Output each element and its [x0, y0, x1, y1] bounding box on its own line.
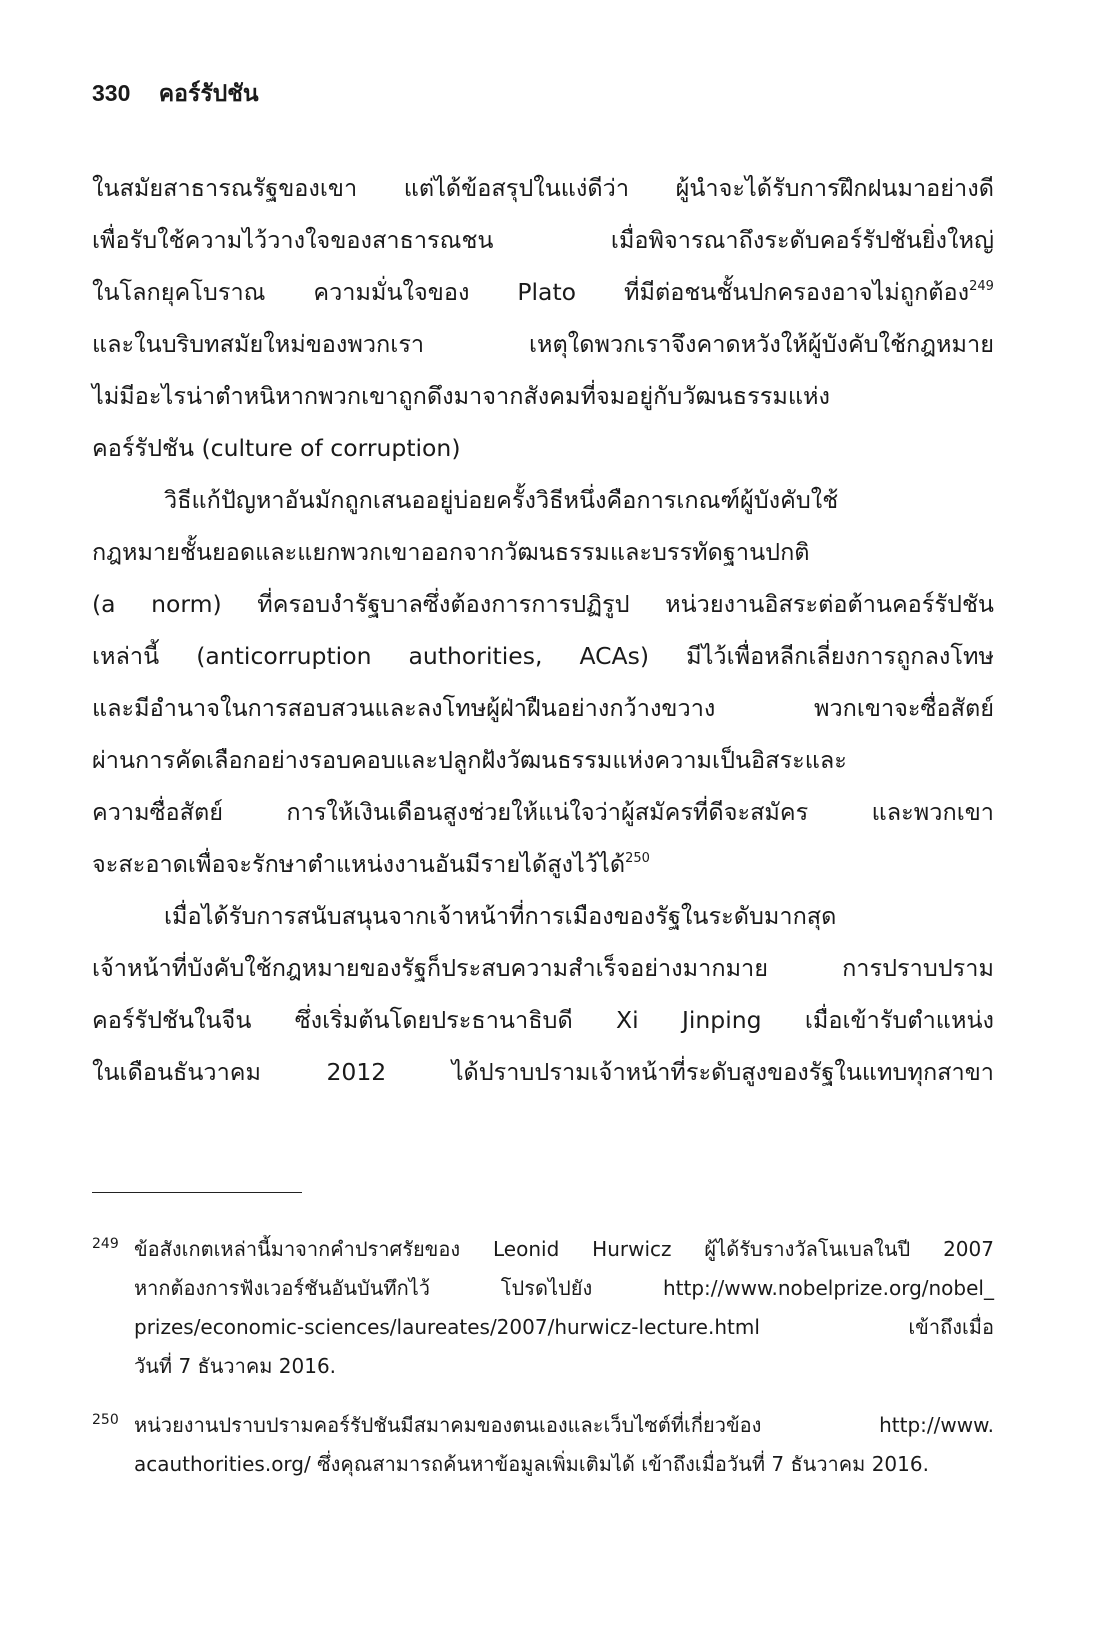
body-line: (a norm) ที่ครอบงำรัฐบาลซึ่งต้องการการปฏิรูป หน่วยงานอิสระต่อต้านคอร์รัปชัน — [92, 590, 994, 618]
footnote-ref-249[interactable]: 249 — [969, 279, 994, 294]
running-header — [92, 76, 259, 112]
body-line: เมื่อได้รับการสนับสนุนจากเจ้าหน้าที่การเมืองของรัฐในระดับมากสุด — [164, 902, 837, 930]
body-line: เจ้าหน้าที่บังคับใช้กฎหมายของรัฐก็ประสบความสำเร็จอย่างมากมาย การปราบปราม — [92, 954, 994, 982]
footnotes — [92, 1230, 994, 1504]
footnote-ref-250[interactable]: 250 — [625, 851, 650, 866]
body-line: จะสะอาดเพื่อจะรักษาตำแหน่งงานอันมีรายได้สูงไว้ได้$^{250}$ — [92, 850, 650, 878]
book-title: คอร์รัปชัน — [158, 80, 259, 106]
body-text — [92, 162, 994, 1098]
footnote-line: หน่วยงานปราบปรามคอร์รัปชันมีสมาคมของตนเองและเว็บไซต์ที่เกี่ยวข้อง http://www. — [134, 1413, 994, 1437]
body-line: ในเดือนธันวาคม 2012 ได้ปราบปรามเจ้าหน้าที่ระดับสูงของรัฐในแทบทุกสาขา — [92, 1058, 994, 1086]
body-line: เหล่านี้ (anticorruption authorities, ACAs) มีไว้เพื่อหลีกเลี่ยงการถูกลงโทษ — [92, 642, 994, 670]
body-line: และมีอำนาจในการสอบสวนและลงโทษผู้ฝ่าฝืนอย่างกว้างขวาง พวกเขาจะซื่อสัตย์ — [92, 694, 994, 722]
body-line: เพื่อรับใช้ความไว้วางใจของสาธารณชน เมื่อพิจารณาถึงระดับคอร์รัปชันยิ่งใหญ่ — [92, 226, 994, 254]
footnote-line: หากต้องการฟังเวอร์ชันอันบันทึกไว้ โปรดไปยัง http://www.nobelprize.org/nobel_ — [134, 1276, 994, 1300]
body-line: ผ่านการคัดเลือกอย่างรอบคอบและปลูกฝังวัฒนธรรมแห่งความเป็นอิสระและ — [92, 746, 847, 774]
footnote-250 — [92, 1406, 994, 1484]
body-line: และในบริบทสมัยใหม่ของพวกเรา เหตุใดพวกเราจึงคาดหวังให้ผู้บังคับใช้กฎหมาย — [92, 330, 994, 358]
body-line: วิธีแก้ปัญหาอันมักถูกเสนออยู่บ่อยครั้งวิธีหนึ่งคือการเกณฑ์ผู้บังคับใช้ — [164, 486, 839, 514]
body-line: คอร์รัปชัน (culture of corruption) — [92, 434, 461, 462]
body-line: ในสมัยสาธารณรัฐของเขา แต่ได้ข้อสรุปในแง่ดีว่า ผู้นำจะได้รับการฝึกฝนมาอย่างดี — [92, 174, 994, 202]
body-line: กฎหมายชั้นยอดและแยกพวกเขาออกจากวัฒนธรรมและบรรทัดฐานปกติ — [92, 538, 810, 566]
footnote-number: 249 — [92, 1236, 119, 1252]
body-line: คอร์รัปชันในจีน ซึ่งเริ่มต้นโดยประธานาธิบดี Xi Jinping เมื่อเข้ารับตำแหน่ง — [92, 1006, 994, 1034]
page-number: 330 — [92, 80, 131, 106]
footnote-line: prizes/economic-sciences/laureates/2007/hurwicz-lecture.html เข้าถึงเมื่อ — [134, 1315, 994, 1339]
body-line: ความซื่อสัตย์ การให้เงินเดือนสูงช่วยให้แน่ใจว่าผู้สมัครที่ดีจะสมัคร และพวกเขา — [92, 798, 994, 826]
footnote-line: acauthorities.org/ ซึ่งคุณสามารถค้นหาข้อมูลเพิ่มเติมได้ เข้าถึงเมื่อวันที่ 7 ธันวาคม 2016. — [134, 1452, 929, 1476]
footnote-line: ข้อสังเกตเหล่านี้มาจากคำปราศรัยของ Leonid Hurwicz ผู้ได้รับรางวัลโนเบลในปี 2007 — [134, 1237, 994, 1261]
footnote-line: วันที่ 7 ธันวาคม 2016. — [134, 1354, 337, 1378]
body-line: ไม่มีอะไรน่าตำหนิหากพวกเขาถูกดึงมาจากสังคมที่จมอยู่กับวัฒนธรรมแห่ง — [92, 382, 830, 410]
footnote-number: 250 — [92, 1412, 119, 1428]
footnote-249 — [92, 1230, 994, 1386]
footnote-divider — [92, 1192, 302, 1193]
body-line: ในโลกยุคโบราณ ความมั่นใจของ Plato ที่มีต่อชนชั้นปกครองอาจไม่ถูกต้อง$^{249}$ — [92, 278, 994, 306]
